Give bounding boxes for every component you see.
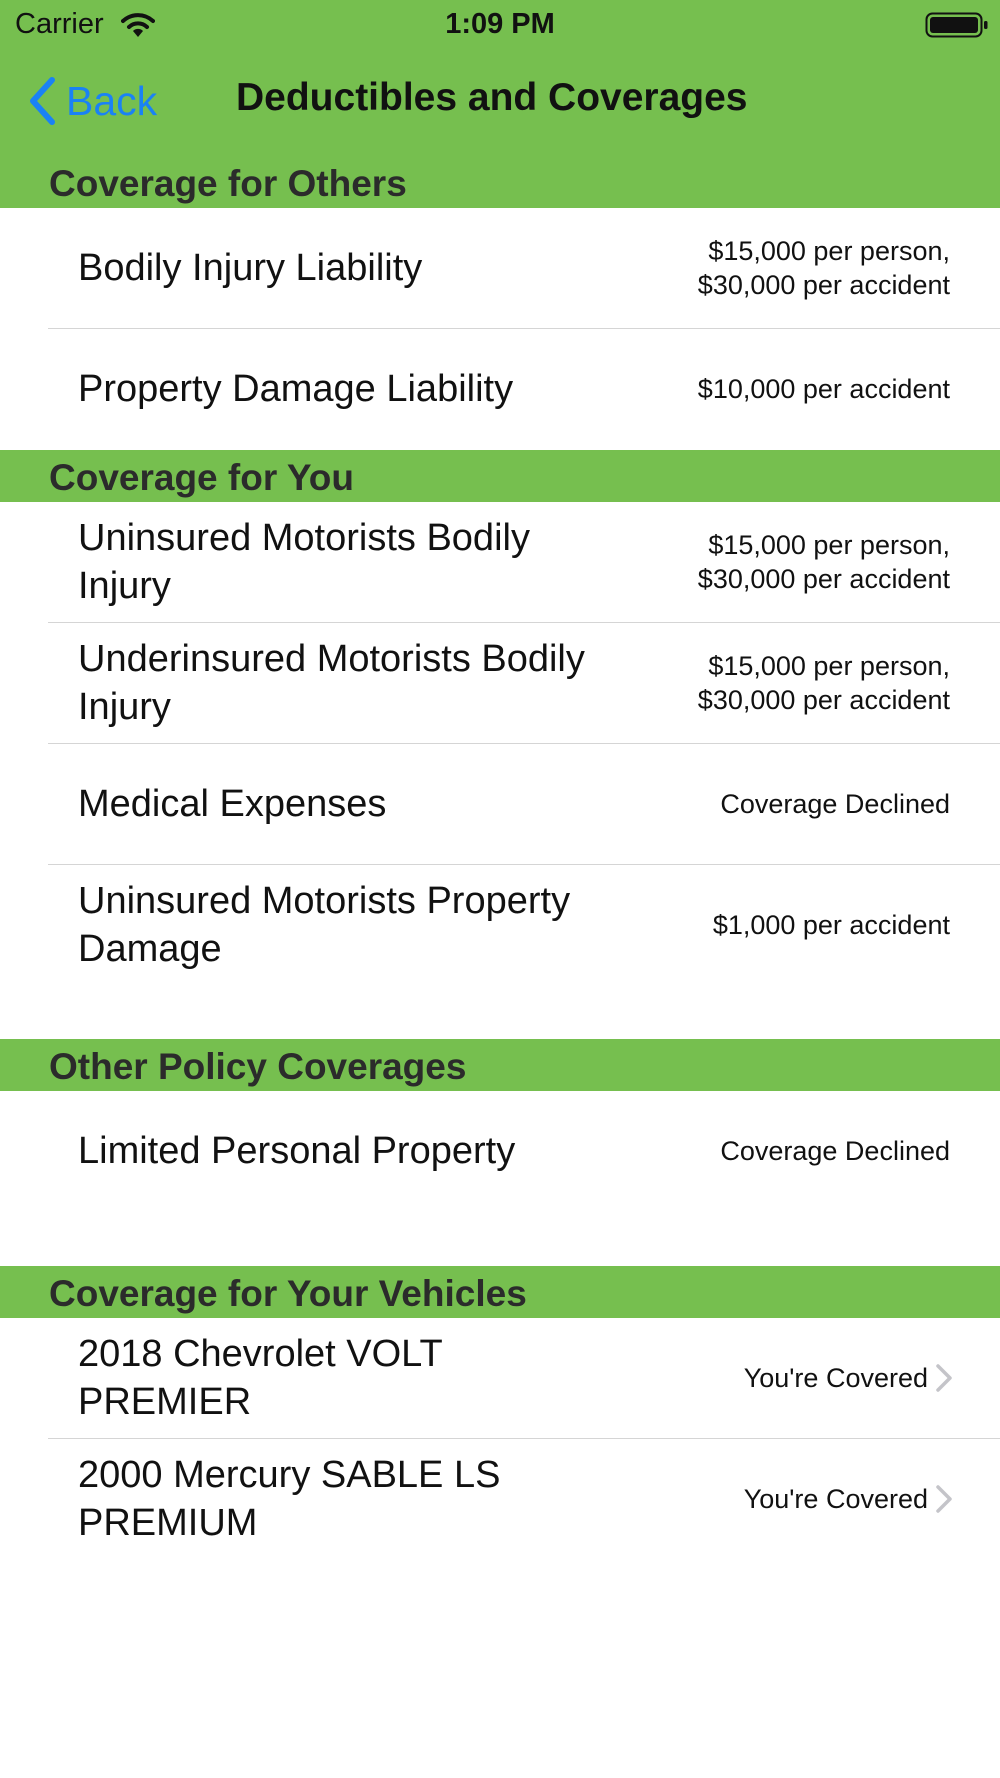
- navigation-bar: [0, 50, 1000, 156]
- status-bar: [0, 0, 1000, 50]
- vehicle-label: 2018 Chevrolet VOLT PREMIER: [78, 1333, 443, 1423]
- chevron-left-icon: [28, 77, 56, 125]
- vehicle-coverage-status: You're Covered: [743, 1484, 928, 1514]
- coverage-row-uninsured-motorists-property-damage[interactable]: [0, 865, 1000, 985]
- section-header-coverage-for-others: [0, 156, 1000, 208]
- coverage-label: Property Damage Liability: [78, 368, 514, 410]
- vehicle-label: 2000 Mercury SABLE LS PREMIUM: [78, 1454, 501, 1544]
- coverage-row-property-damage-liability[interactable]: [0, 329, 1000, 449]
- top-bar: [0, 0, 1000, 157]
- coverage-value: $15,000 per person, $30,000 per accident: [697, 530, 950, 594]
- coverage-value: $10,000 per accident: [697, 374, 950, 404]
- coverage-label: Limited Personal Property: [78, 1130, 516, 1172]
- coverage-row-bodily-injury-liability[interactable]: [0, 208, 1000, 328]
- coverage-row-medical-expenses[interactable]: [0, 744, 1000, 864]
- coverage-value: $1,000 per accident: [712, 910, 950, 940]
- coverage-row-uninsured-motorists-bodily-injury[interactable]: [0, 502, 1000, 622]
- coverage-value: $15,000 per person, $30,000 per accident: [697, 236, 950, 300]
- back-button-label: Back: [66, 77, 158, 124]
- coverage-row-limited-personal-property[interactable]: [0, 1091, 1000, 1211]
- coverage-label: Underinsured Motorists Bodily Injury: [78, 638, 585, 728]
- back-button[interactable]: [28, 73, 157, 129]
- coverage-value: Coverage Declined: [720, 1136, 950, 1166]
- section-title: Coverage for You: [49, 457, 354, 498]
- section-header-coverage-for-your-vehicles: [0, 1266, 1000, 1318]
- coverage-label: Uninsured Motorists Bodily Injury: [78, 517, 530, 607]
- page-title: Deductibles and Coverages: [236, 76, 748, 119]
- chevron-right-icon: [935, 1484, 953, 1514]
- status-time: 1:09 PM: [445, 8, 555, 40]
- section-header-coverage-for-you: [0, 450, 1000, 502]
- section-title: Coverage for Your Vehicles: [49, 1273, 527, 1314]
- vehicle-coverage-status: You're Covered: [743, 1363, 928, 1393]
- battery-icon: [925, 12, 989, 43]
- coverage-value: Coverage Declined: [720, 789, 950, 819]
- section-header-other-policy-coverages: [0, 1039, 1000, 1091]
- section-title: Coverage for Others: [49, 163, 407, 204]
- coverage-label: Bodily Injury Liability: [78, 247, 423, 289]
- carrier-label: Carrier: [15, 8, 104, 40]
- coverage-row-underinsured-motorists-bodily-injury[interactable]: [0, 623, 1000, 743]
- section-title: Other Policy Coverages: [49, 1046, 467, 1087]
- coverage-label: Uninsured Motorists Property Damage: [78, 880, 571, 970]
- coverage-value: $15,000 per person, $30,000 per accident: [697, 651, 950, 715]
- vehicle-row-2018-chevrolet-volt[interactable]: [0, 1318, 1000, 1438]
- coverage-label: Medical Expenses: [78, 783, 387, 825]
- vehicle-row-2000-mercury-sable[interactable]: [0, 1439, 1000, 1559]
- chevron-right-icon: [935, 1363, 953, 1393]
